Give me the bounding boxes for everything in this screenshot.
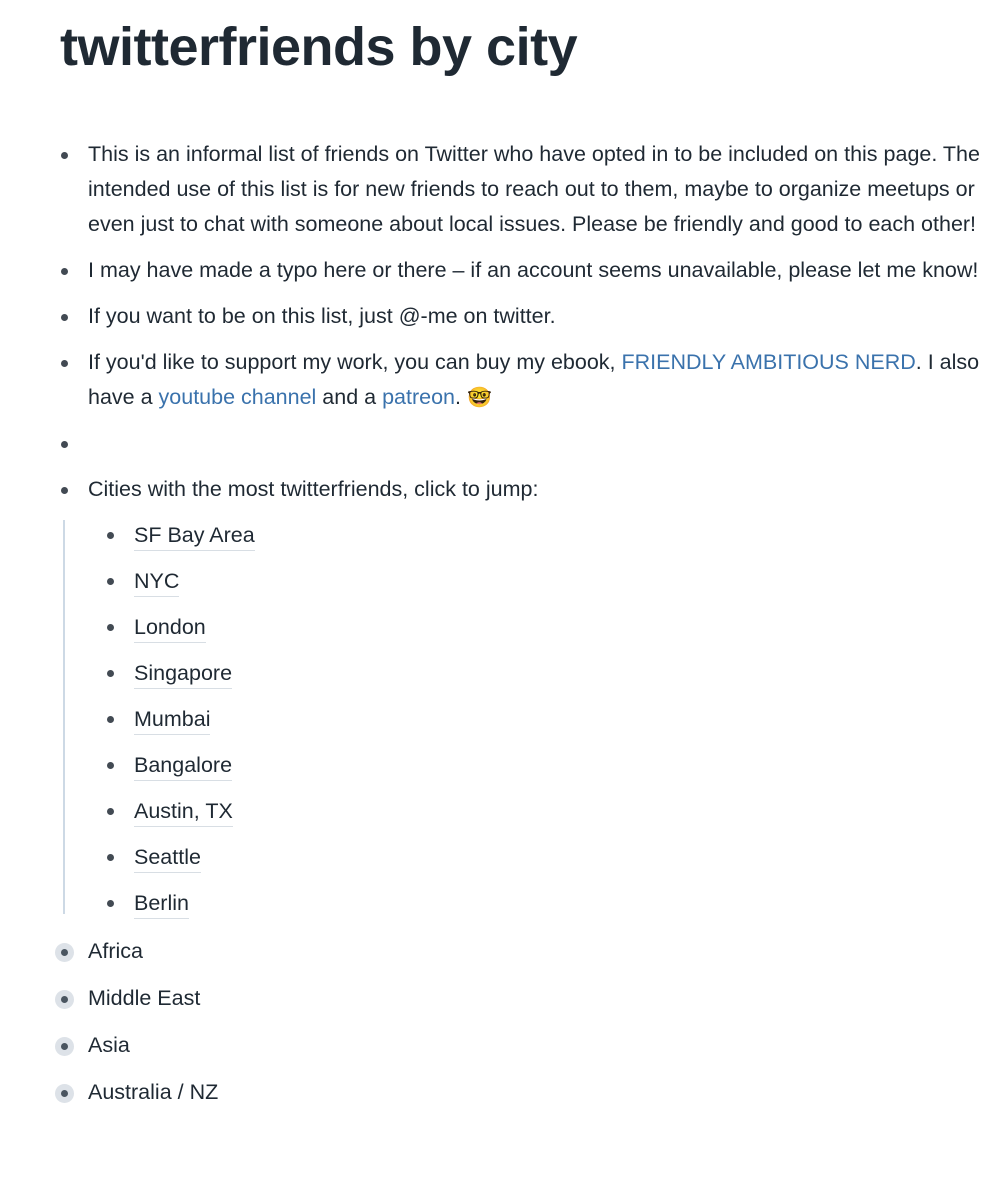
intro-bullet-2: I may have made a typo here or there – if an account seems unavailable, please let me know! — [0, 253, 989, 288]
nerd-face-emoji: 🤓 — [466, 384, 492, 409]
regions-list — [0, 934, 989, 1110]
filled-circle-bullet-icon — [55, 943, 74, 962]
list-item[interactable] — [0, 840, 989, 874]
intro-bullet-3: If you want to be on this list, just @-me on twitter. — [0, 299, 989, 334]
city-link[interactable]: SF Bay Area — [134, 523, 255, 551]
list-item[interactable] — [0, 934, 989, 969]
city-link[interactable]: London — [134, 615, 206, 643]
filled-circle-bullet-icon — [55, 1037, 74, 1056]
list-item[interactable] — [0, 518, 989, 552]
page-title: twitterfriends by city — [60, 17, 578, 77]
cities-list-section — [0, 518, 989, 920]
city-link[interactable]: Austin, TX — [134, 799, 233, 827]
city-link[interactable]: Seattle — [134, 845, 201, 873]
intro-bullet-4 — [0, 345, 989, 415]
support-text-part-4: . — [455, 384, 467, 409]
list-item[interactable] — [0, 702, 989, 736]
ebook-link[interactable]: FRIENDLY AMBITIOUS NERD — [621, 349, 916, 374]
list-item[interactable] — [0, 656, 989, 690]
region-label: Africa — [88, 938, 143, 963]
list-item[interactable] — [0, 564, 989, 598]
list-item[interactable] — [0, 794, 989, 828]
list-item[interactable] — [0, 981, 989, 1016]
filled-circle-bullet-icon — [55, 990, 74, 1009]
intro-bullet-empty — [0, 426, 989, 461]
city-link[interactable]: Singapore — [134, 661, 232, 689]
region-label: Australia / NZ — [88, 1079, 219, 1104]
region-label: Middle East — [88, 985, 201, 1010]
city-link[interactable]: Mumbai — [134, 707, 210, 735]
cities-list — [0, 518, 989, 920]
support-text-part-2: . I also have a — [88, 349, 980, 409]
city-link[interactable]: Bangalore — [134, 753, 232, 781]
intro-section — [0, 137, 989, 1110]
region-label: Asia — [88, 1032, 130, 1057]
list-item[interactable] — [0, 610, 989, 644]
list-item[interactable] — [0, 886, 989, 920]
city-link[interactable]: NYC — [134, 569, 179, 597]
youtube-channel-link[interactable]: youtube channel — [158, 384, 317, 409]
support-text-part-1: If you'd like to support my work, you can buy my ebook, — [88, 349, 622, 374]
cities-jump-heading: Cities with the most twitterfriends, click to jump: — [0, 472, 989, 507]
city-link[interactable]: Berlin — [134, 891, 189, 919]
list-item[interactable] — [0, 748, 989, 782]
patreon-link[interactable]: patreon — [382, 384, 455, 409]
list-item[interactable] — [0, 1075, 989, 1110]
intro-bullet-list — [0, 137, 989, 507]
list-item[interactable] — [0, 1028, 989, 1063]
intro-bullet-1: This is an informal list of friends on Twitter who have opted in to be included on this page. The intended use of this list is for new friends to reach out to them, maybe to organize meetups or even just to chat with someone about local issues. Please be friendly and good to each other! — [0, 137, 989, 242]
filled-circle-bullet-icon — [55, 1084, 74, 1103]
support-text-part-3: and a — [316, 384, 383, 409]
